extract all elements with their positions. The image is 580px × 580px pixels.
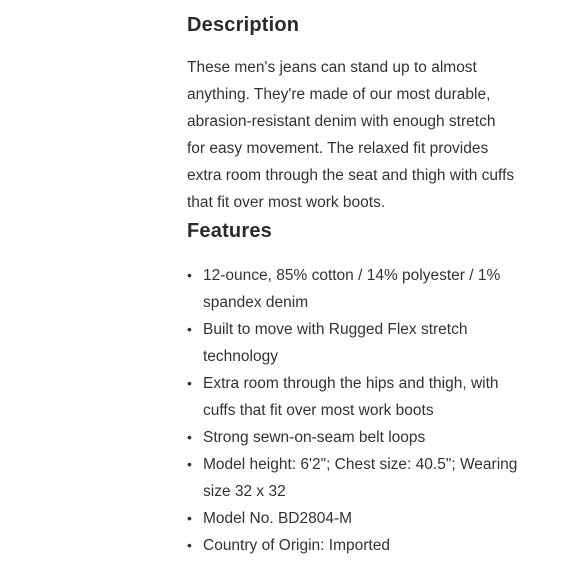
features-list xyxy=(187,262,527,559)
feature-item xyxy=(187,316,527,370)
bullet-icon: • xyxy=(187,537,192,553)
feature-item xyxy=(187,505,527,532)
feature-text: 12-ounce, 85% cotton / 14% polyester / 1% spandex denim xyxy=(203,267,501,311)
bullet-icon: • xyxy=(187,510,192,526)
description-text: These men's jeans can stand up to almost anything. They're made of our most durable, abrasion-resistant denim with enough stretch for easy movement. The relaxed fit provides extra room through the seat and thigh with cuffs that fit over most work boots. xyxy=(187,59,515,211)
bullet-icon: • xyxy=(187,456,192,472)
feature-text: Built to move with Rugged Flex stretch technology xyxy=(203,321,468,365)
bullet-icon: • xyxy=(187,429,192,445)
feature-item xyxy=(187,451,527,505)
bullet-icon: • xyxy=(187,267,192,283)
feature-item xyxy=(187,262,527,316)
product-details xyxy=(187,12,567,559)
bullet-icon: • xyxy=(187,375,192,391)
feature-item xyxy=(187,424,527,451)
bullet-icon: • xyxy=(187,321,192,337)
feature-item xyxy=(187,532,527,559)
feature-text: Strong sewn-on-seam belt loops xyxy=(203,429,426,446)
feature-text: Country of Origin: Imported xyxy=(203,537,390,554)
description-heading: Description xyxy=(187,14,300,36)
feature-text: Model No. BD2804-M xyxy=(203,510,353,527)
feature-text: Model height: 6'2"; Chest size: 40.5"; Wearing size 32 x 32 xyxy=(203,456,518,500)
features-heading: Features xyxy=(187,220,272,242)
feature-text: Extra room through the hips and thigh, with cuffs that fit over most work boots xyxy=(203,375,499,419)
feature-item xyxy=(187,370,527,424)
